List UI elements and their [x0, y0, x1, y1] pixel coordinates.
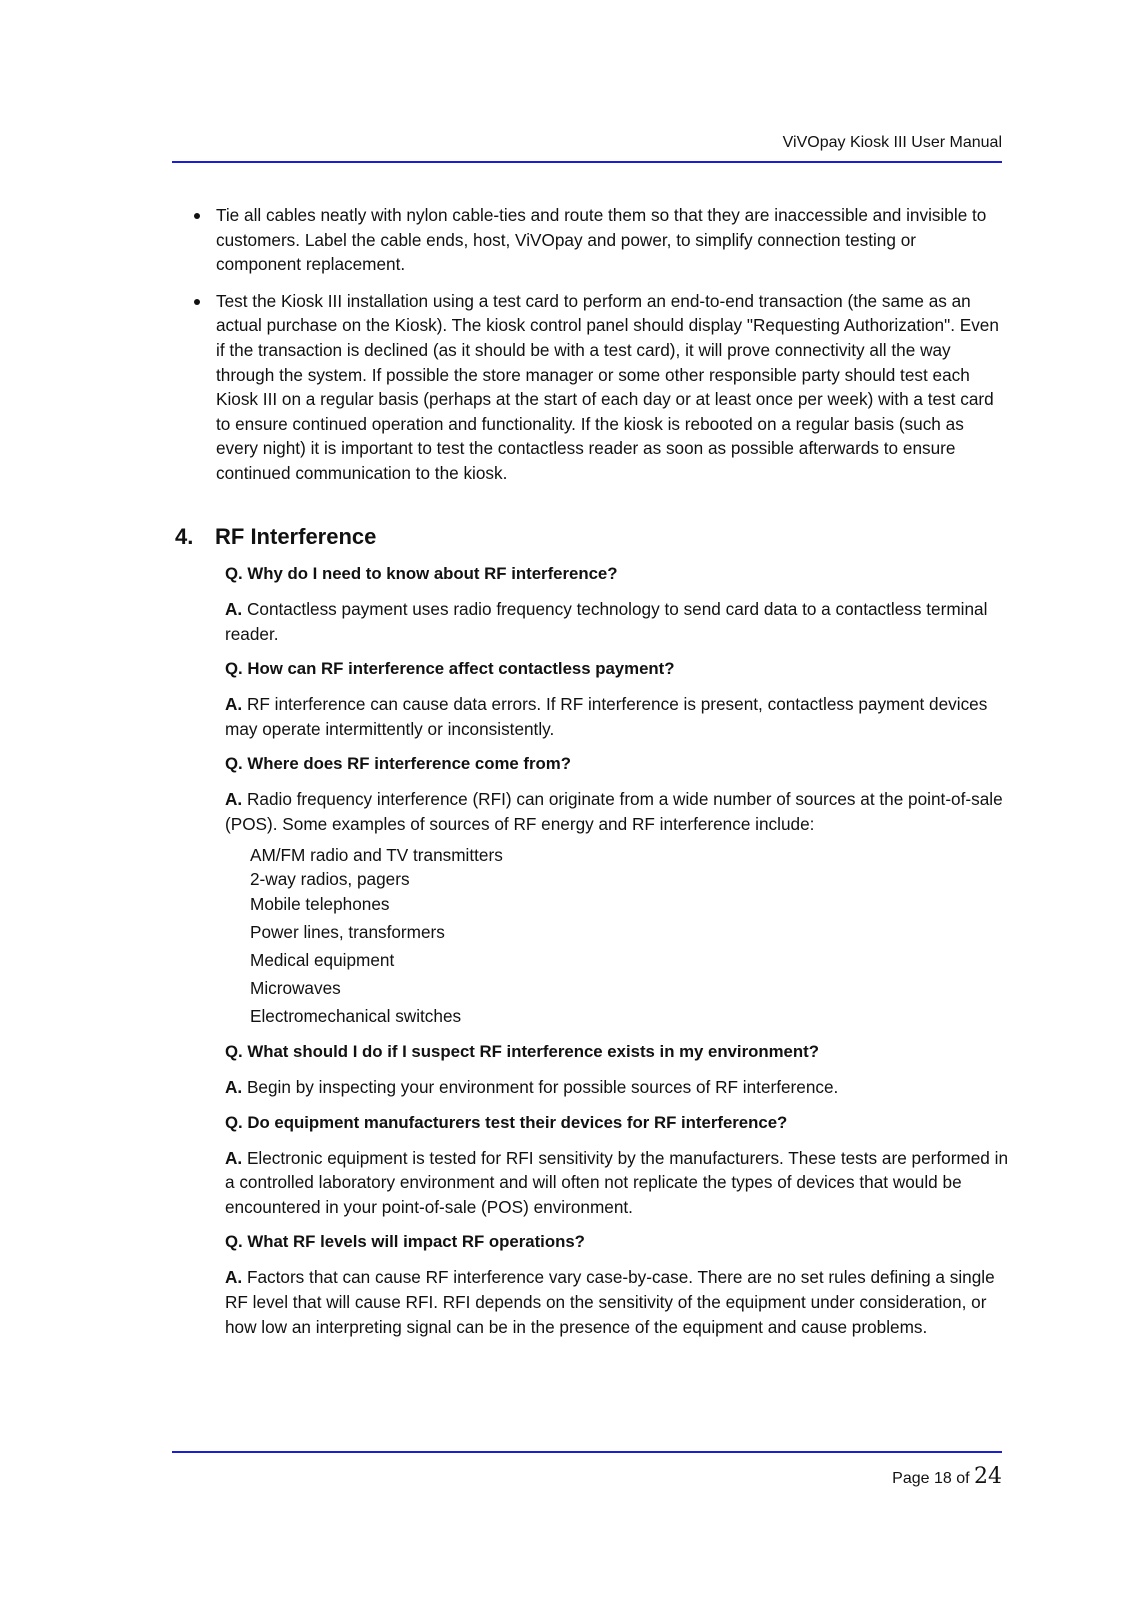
rf-source-item: 2-way radios, pagers	[250, 869, 410, 890]
answer-label: A.	[225, 789, 243, 810]
bullet-item	[190, 203, 1005, 277]
page-footer	[892, 1464, 1002, 1489]
bullet-icon	[194, 213, 200, 219]
answer-label: A.	[225, 599, 243, 619]
answer-text: Radio frequency interference (RFI) can originate from a wide number of sources at the point-of-sale (POS). Some examples of sources of RF energy and RF interference include:	[225, 789, 1003, 834]
bullet-text: Test the Kiosk III installation using a test card to perform an end-to-end transaction (the same as an actual purchase on the Kiosk). The kiosk control panel should display "Requesting Authorization". Even if the transaction is declined (as it should be with a test card), it will prove connectivity all the way through the system. If possible the store manager or some other responsible party should test each Kiosk III on a regular basis (perhaps at the start of each day or at least once per week) with a test card to ensure continued operation and functionality. If the kiosk is rebooted on a regular basis (such as every night) it is important to test the contactless reader as soon as possible afterwards to ensure continued communication to the kiosk.	[216, 290, 999, 483]
answer-label: A.	[225, 1147, 243, 1168]
faq-answer	[225, 787, 1010, 836]
faq-list	[225, 562, 1010, 1350]
faq-answer	[225, 597, 1010, 646]
answer-text: Contactless payment uses radio frequency technology to send card data to a contactless terminal reader.	[225, 599, 988, 644]
installation-bullet-list	[190, 203, 1005, 498]
faq-question: Q. What should I do if I suspect RF interference exists in my environment?	[225, 1042, 819, 1062]
rf-source-item: Microwaves	[250, 977, 341, 998]
page-header-title: ViVOpay Kiosk III User Manual	[782, 134, 1002, 151]
bullet-text: Tie all cables neatly with nylon cable-ties and route them so that they are inaccessible and invisible to customers. Label the cable ends, host, ViVOpay and power, to simplify connection testing or component replacement.	[216, 205, 987, 275]
faq-question: Q. Do equipment manufacturers test their devices for RF interference?	[225, 1112, 788, 1132]
answer-text: Begin by inspecting your environment for possible sources of RF interference.	[246, 1077, 839, 1098]
faq-answer	[225, 1265, 1010, 1339]
answer-text: Factors that can cause RF interference vary case-by-case. There are no set rules defining a single RF level that will cause RFI. RFI depends on the sensitivity of the equipment under consideration, or how low an interpreting signal can be in the presence of the equipment and cause problems.	[225, 1267, 995, 1337]
answer-text: Electronic equipment is tested for RFI sensitivity by the manufacturers. These tests are performed in a controlled laboratory environment and will often not replicate the types of devices that would be encountered in your point-of-sale (POS) environment.	[225, 1147, 1009, 1217]
faq-answer	[225, 692, 1010, 741]
footer-rule	[172, 1451, 1002, 1453]
rf-source-item: Mobile telephones	[250, 893, 390, 914]
rf-source-item: AM/FM radio and TV transmitters	[250, 844, 503, 865]
faq-question: Q. What RF levels will impact RF operations?	[225, 1232, 585, 1252]
rf-sources-list	[250, 843, 1010, 1029]
answer-label: A.	[225, 694, 243, 715]
faq-question: Q. Why do I need to know about RF interference?	[225, 564, 618, 583]
answer-label: A.	[225, 1077, 243, 1098]
answer-text: RF interference can cause data errors. If RF interference is present, contactless payment devices may operate intermittently or inconsistently.	[225, 694, 988, 739]
rf-source-item: Medical equipment	[250, 949, 395, 970]
rf-source-item: Electromechanical switches	[250, 1005, 462, 1026]
section-heading	[175, 524, 376, 550]
section-title: RF Interference	[215, 524, 377, 549]
rf-source-item: Power lines, transformers	[250, 921, 445, 942]
faq-question: Q. Where does RF interference come from?	[225, 754, 571, 774]
faq-answer	[225, 1075, 1010, 1100]
faq-question: Q. How can RF interference affect contactless payment?	[225, 659, 675, 679]
bullet-icon	[194, 299, 200, 305]
bullet-item	[190, 289, 1005, 486]
page-total: 24	[974, 1464, 1002, 1489]
faq-answer	[225, 1146, 1010, 1220]
page-number-text: Page 18 of	[892, 1470, 970, 1487]
answer-label: A.	[225, 1267, 243, 1288]
header-rule	[172, 161, 1002, 163]
section-number: 4.	[175, 524, 194, 549]
